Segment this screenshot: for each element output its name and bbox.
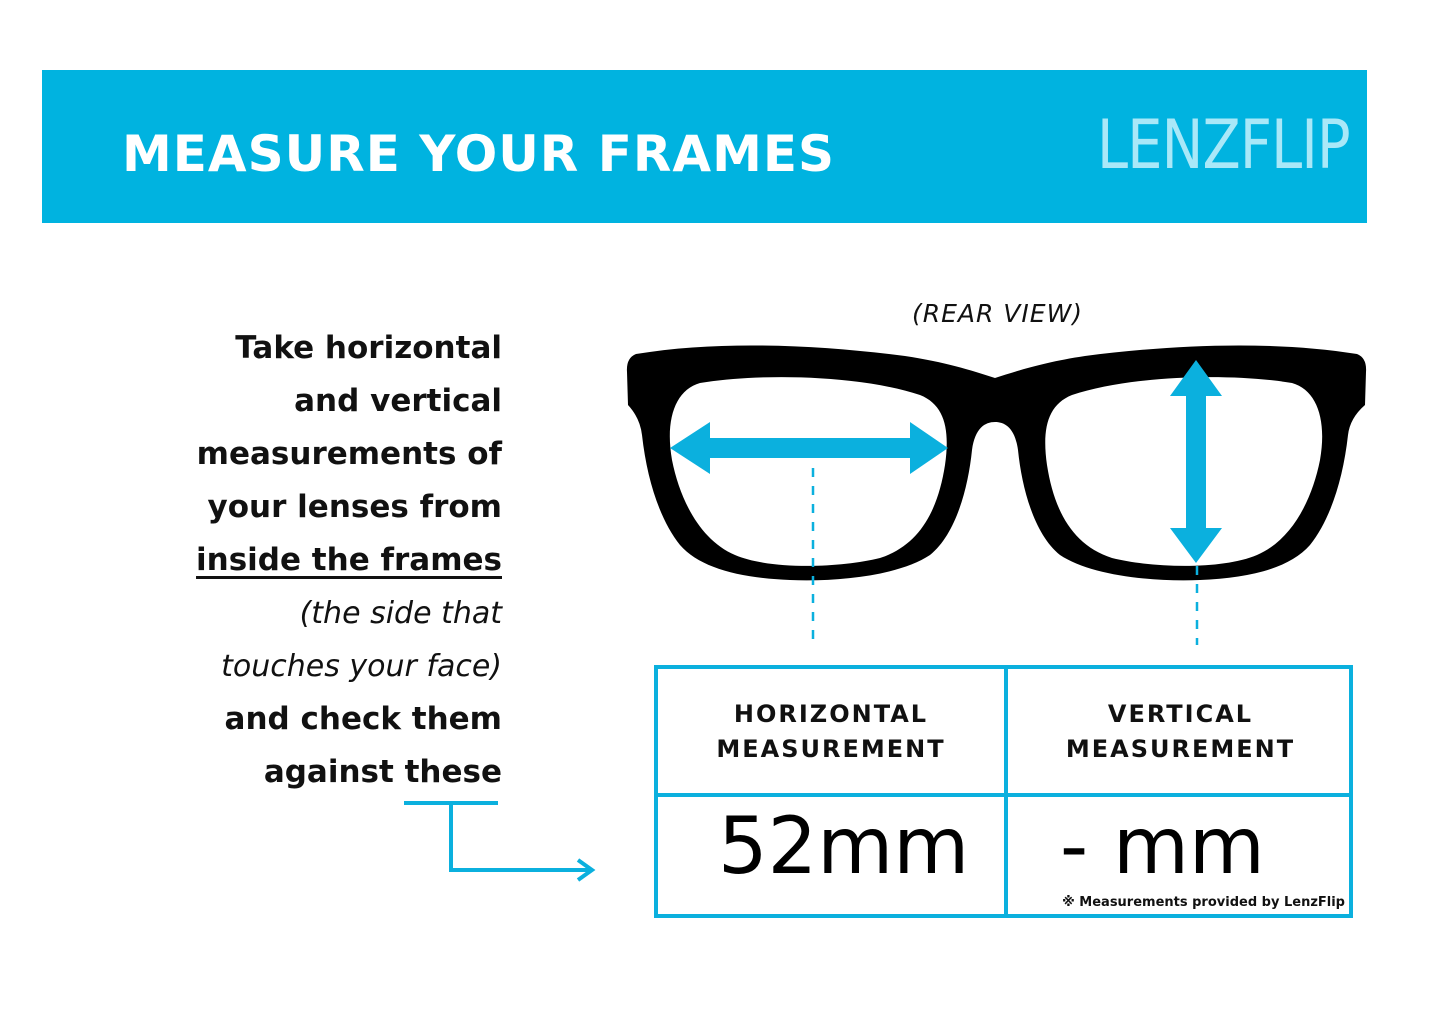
page-title: MEASURE YOUR FRAMES xyxy=(122,125,835,183)
vertical-arrow-icon xyxy=(1170,360,1222,563)
header-line: HORIZONTAL xyxy=(733,700,929,728)
instruction-line: and check them xyxy=(224,701,502,737)
source-note: ※ Measurements provided by LenzFlip xyxy=(1062,895,1345,910)
header-line: MEASUREMENT xyxy=(716,735,946,763)
horizontal-header xyxy=(658,697,1004,767)
rear-view-label: (REAR VIEW) xyxy=(911,299,1084,328)
table-divider xyxy=(658,793,1349,797)
header-line: VERTICAL xyxy=(1107,700,1254,728)
instruction-note: touches your face) xyxy=(221,649,502,684)
instruction-line: Take horizontal xyxy=(235,330,502,366)
instruction-line: and vertical xyxy=(294,383,502,419)
horizontal-value: 52mm xyxy=(718,802,970,892)
glasses-frame xyxy=(627,345,1366,580)
instruction-note: (the side that xyxy=(299,596,502,631)
instruction-emphasis: inside the frames xyxy=(196,542,502,578)
instruction-line: measurements of xyxy=(196,436,502,472)
header-line: MEASUREMENT xyxy=(1065,735,1296,763)
instruction-line: against these xyxy=(263,754,502,790)
vertical-value: - mm xyxy=(1060,802,1265,892)
horizontal-arrow-icon xyxy=(670,422,948,474)
vertical-header xyxy=(1008,697,1353,767)
pointer-arrow-icon xyxy=(404,803,592,880)
brand-logo: LENZFLIP xyxy=(1097,106,1350,185)
instruction-line: your lenses from xyxy=(207,489,502,525)
measurement-table xyxy=(654,665,1353,918)
